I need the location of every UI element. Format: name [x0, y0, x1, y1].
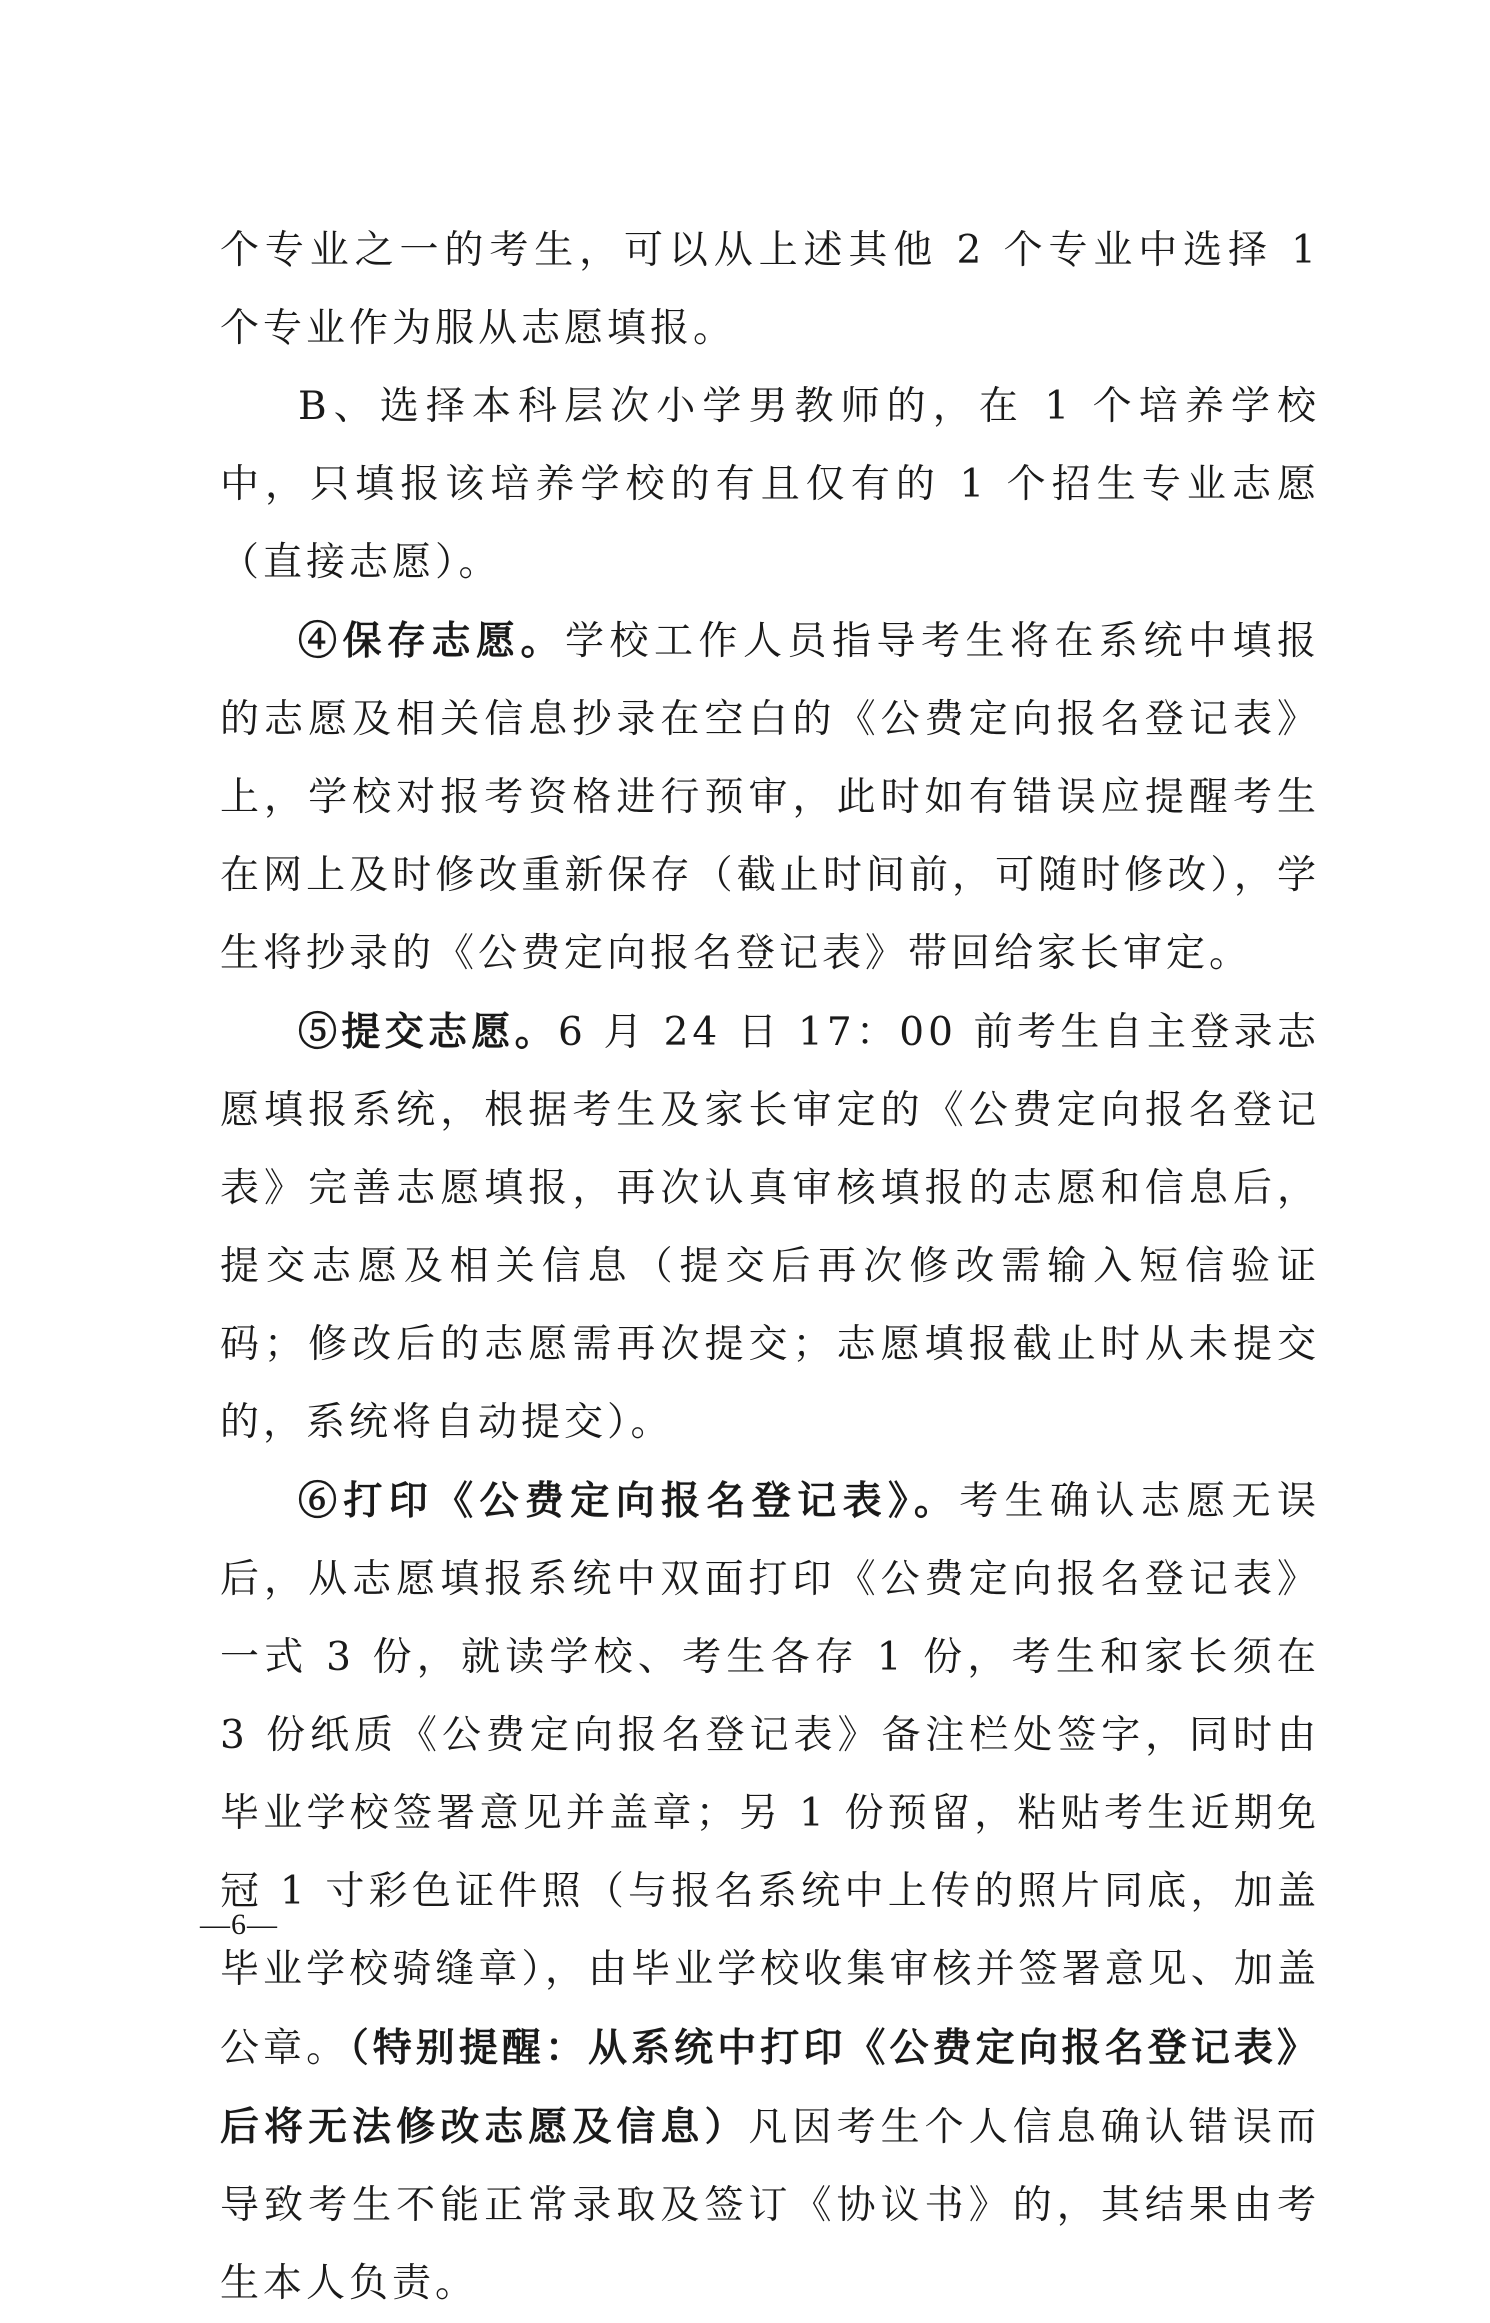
paragraph-text: 考生确认志愿无误后，从志愿填报系统中双面打印《公费定向报名登记表》一式 3 份，就读学校、考生各存 1 份，考生和家长须在 3 份纸质《公费定向报名登记表》备注栏处签字，同时由毕业学校签署意见并盖章；另 1 份预留，粘贴考生近期免冠 1 寸彩色证件照（与报名系统中上传的照片同底，加盖毕业学校骑缝章），由毕业学校收集审核并签署意见、加盖公章。	[220, 1479, 1320, 2071]
paragraph-text: B、选择本科层次小学男教师的，在 1 个培养学校中，只填报该培养学校的有且仅有的 1 个招生专业志愿（直接志愿）。	[220, 384, 1320, 585]
paragraph-step-submit	[220, 993, 1320, 1462]
paragraph-text: 个专业之一的考生，可以从上述其他 2 个专业中选择 1 个专业作为服从志愿填报。	[220, 228, 1320, 351]
step-heading: ⑤提交志愿。	[298, 1009, 558, 1055]
page-number: —6—	[200, 1908, 278, 1941]
paragraph-text: 学校工作人员指导考生将在系统中填报的志愿及相关信息抄录在空白的《公费定向报名登记表》上，学校对报考资格进行预审，此时如有错误应提醒考生在网上及时修改重新保存（截止时间前，可随时修改），学生将抄录的《公费定向报名登记表》带回给家长审定。	[220, 619, 1320, 976]
paragraph-option-b	[220, 368, 1320, 602]
step-heading: ⑥打印《公费定向报名登记表》。	[298, 1478, 960, 1524]
paragraph-text: 凡因考生个人信息确认错误而导致考生不能正常录取及签订《协议书》的，其结果由考生本人负责。	[220, 2105, 1320, 2306]
step-heading: ④保存志愿。	[298, 618, 565, 664]
paragraph-continuation	[220, 212, 1320, 368]
special-reminder: （特别提醒：从系统中打印《公费定向报名登记表》后将无法修改志愿及信息）	[220, 2025, 1320, 2150]
body-text	[220, 212, 1320, 2323]
paragraph-step-save	[220, 602, 1320, 993]
paragraph-step-print	[220, 1462, 1320, 2323]
paragraph-text: 6 月 24 日 17：00 前考生自主登录志愿填报系统，根据考生及家长审定的《公费定向报名登记表》完善志愿填报，再次认真审核填报的志愿和信息后，提交志愿及相关信息（提交后再次修改需输入短信验证码；修改后的志愿需再次提交；志愿填报截止时从未提交的，系统将自动提交）。	[220, 1010, 1320, 1445]
